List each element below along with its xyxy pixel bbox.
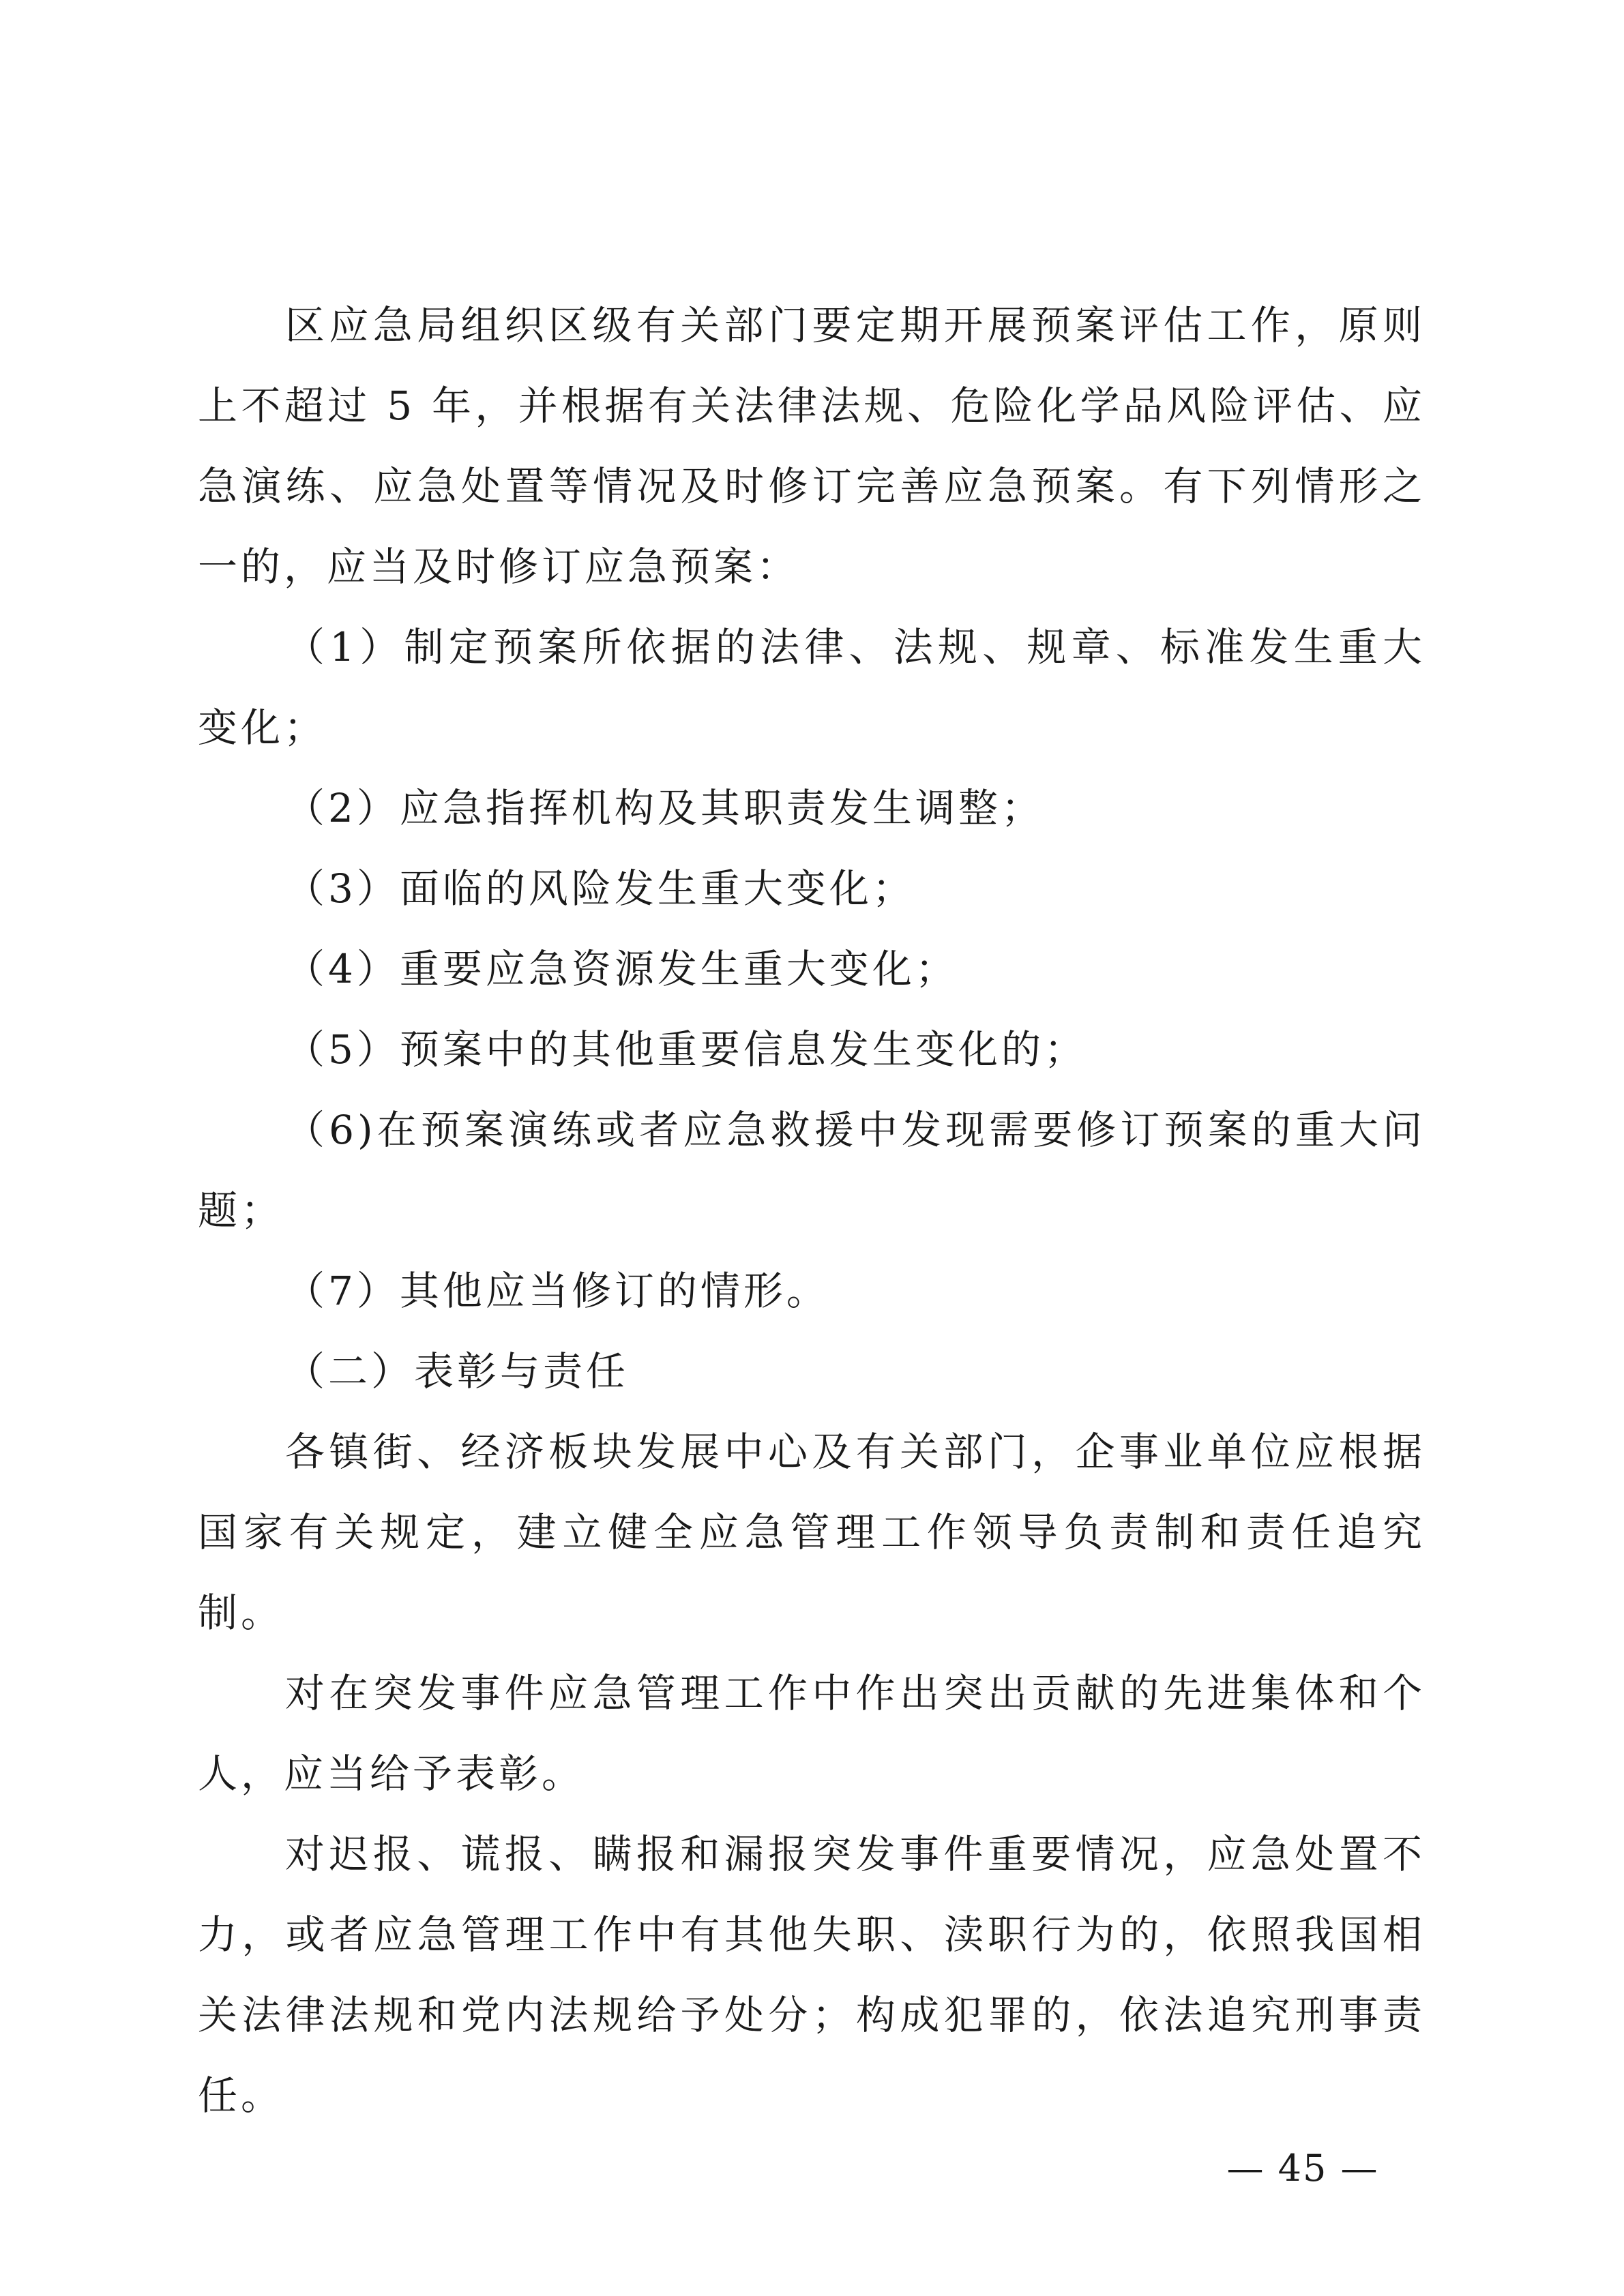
list-item-5: （5）预案中的其他重要信息发生变化的； xyxy=(285,1026,1087,1073)
page-number: — 45 — xyxy=(1226,2147,1379,2190)
paragraph-accountability: 对迟报、谎报、瞒报和漏报突发事件重要情况，应急处置不力，或者应急管理工作中有其他失职、渎职行为的，依照我国相关法律法规和党内法规给予处分；构成犯罪的，依法追究刑事责任。 xyxy=(198,1831,1426,2119)
section-heading: （二）表彰与责任 xyxy=(285,1348,630,1395)
paragraph-commendation: 对在突发事件应急管理工作中作出突出贡献的先进集体和个人，应当给予表彰。 xyxy=(198,1670,1426,1797)
list-item-2: （2）应急指挥机构及其职责发生调整； xyxy=(285,785,1044,831)
list-item-1: （1）制定预案所依据的法律、法规、规章、标准发生重大变化； xyxy=(198,624,1426,751)
list-item-3: （3）面临的风险发生重大变化； xyxy=(285,865,915,912)
list-item-4: （4）重要应急资源发生重大变化； xyxy=(285,946,958,992)
paragraph-responsibility-system: 各镇街、经济板块发展中心及有关部门，企事业单位应根据国家有关规定，建立健全应急管理工作领导负责制和责任追究制。 xyxy=(198,1429,1426,1636)
document-body xyxy=(198,285,1426,2136)
list-item-7: （7）其他应当修订的情形。 xyxy=(285,1268,829,1314)
list-item-6: （6)在预案演练或者应急救援中发现需要修订预案的重大问题； xyxy=(198,1107,1426,1234)
paragraph-plan-revision: 区应急局组织区级有关部门要定期开展预案评估工作，原则上不超过 5 年，并根据有关法律法规、危险化学品风险评估、应急演练、应急处置等情况及时修订完善应急预案。有下列情形之一的，应当及时修订应急预案： xyxy=(198,302,1426,590)
